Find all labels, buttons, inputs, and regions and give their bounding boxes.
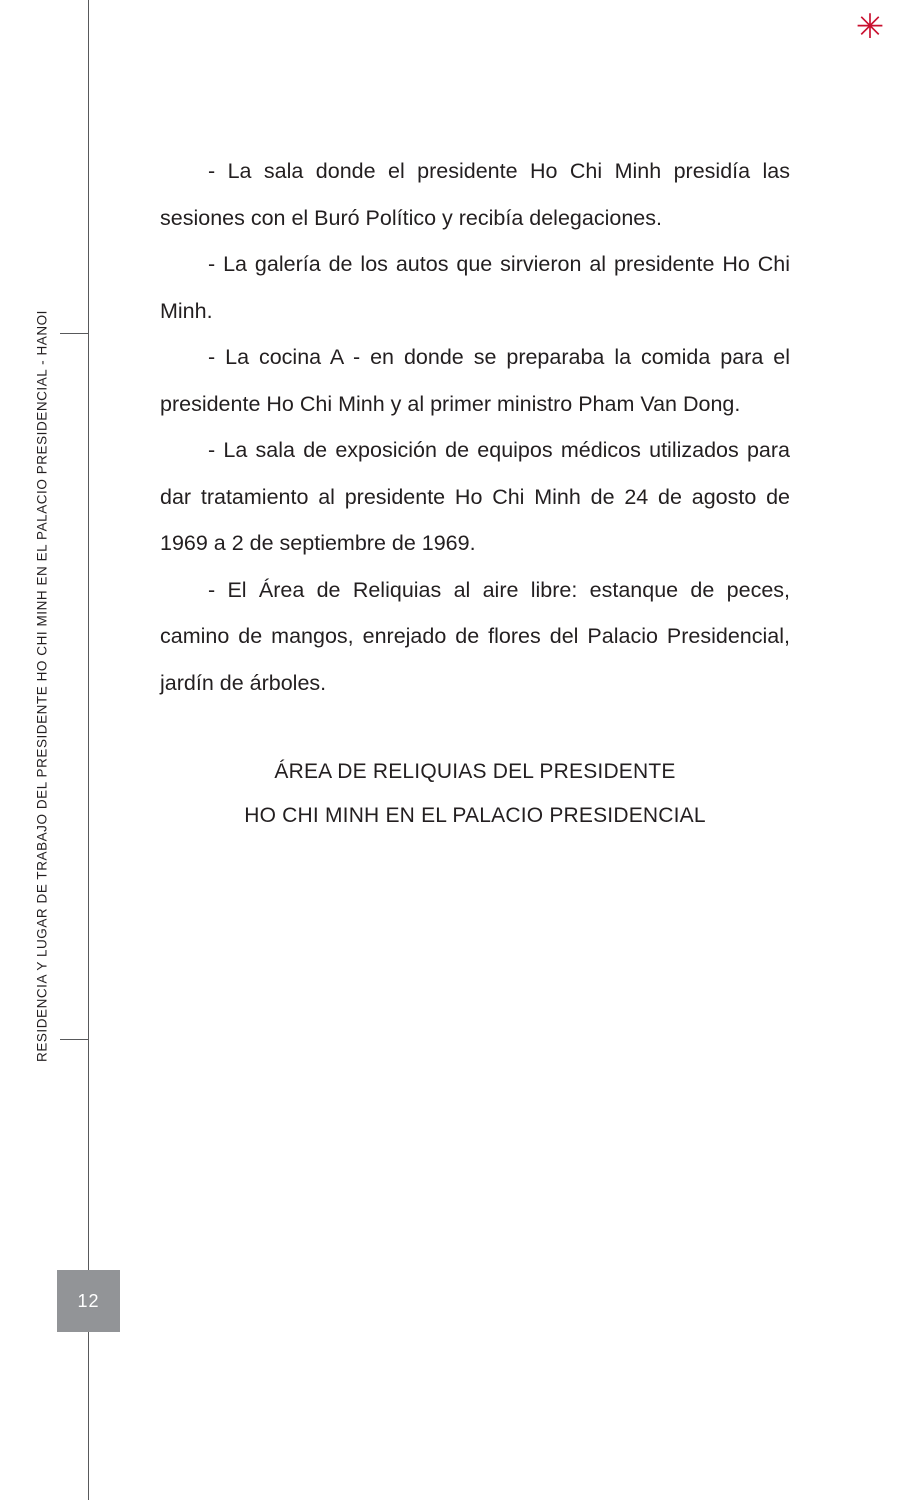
paragraph: - La sala donde el presidente Ho Chi Minh presidía las sesiones con el Buró Político y recibía delegaciones. [160,159,790,230]
paragraph: - La sala de exposición de equipos médicos utilizados para dar tratamiento al presidente Ho Chi Minh de 24 de agosto de 1969 a 2 de septiembre de 1969. [160,438,790,555]
paragraph: - La cocina A - en donde se preparaba la comida para el presidente Ho Chi Minh y al primer ministro Pham Van Dong. [160,345,790,416]
section-heading-line-2: HO CHI MINH EN EL PALACIO PRESIDENCIAL [244,804,706,827]
section-heading [160,750,790,838]
running-head-text: RESIDENCIA Y LUGAR DE TRABAJO DEL PRESIDENTE HO CHI MINH EN EL PALACIO PRESIDENCIAL - HANOI [34,310,50,1062]
section-heading-line-1: ÁREA DE RELIQUIAS DEL PRESIDENTE [274,760,676,783]
page-number-label: 12 [77,1290,100,1311]
page-number [57,1270,120,1332]
body-text-column [160,148,790,838]
paragraph: - El Área de Reliquias al aire libre: estanque de peces, camino de mangos, enrejado de flores del Palacio Presidencial, jardín de árboles. [160,577,790,695]
paragraph: - La galería de los autos que sirvieron al presidente Ho Chi Minh. [160,252,790,323]
asterisk-icon: ✳ [855,8,885,46]
